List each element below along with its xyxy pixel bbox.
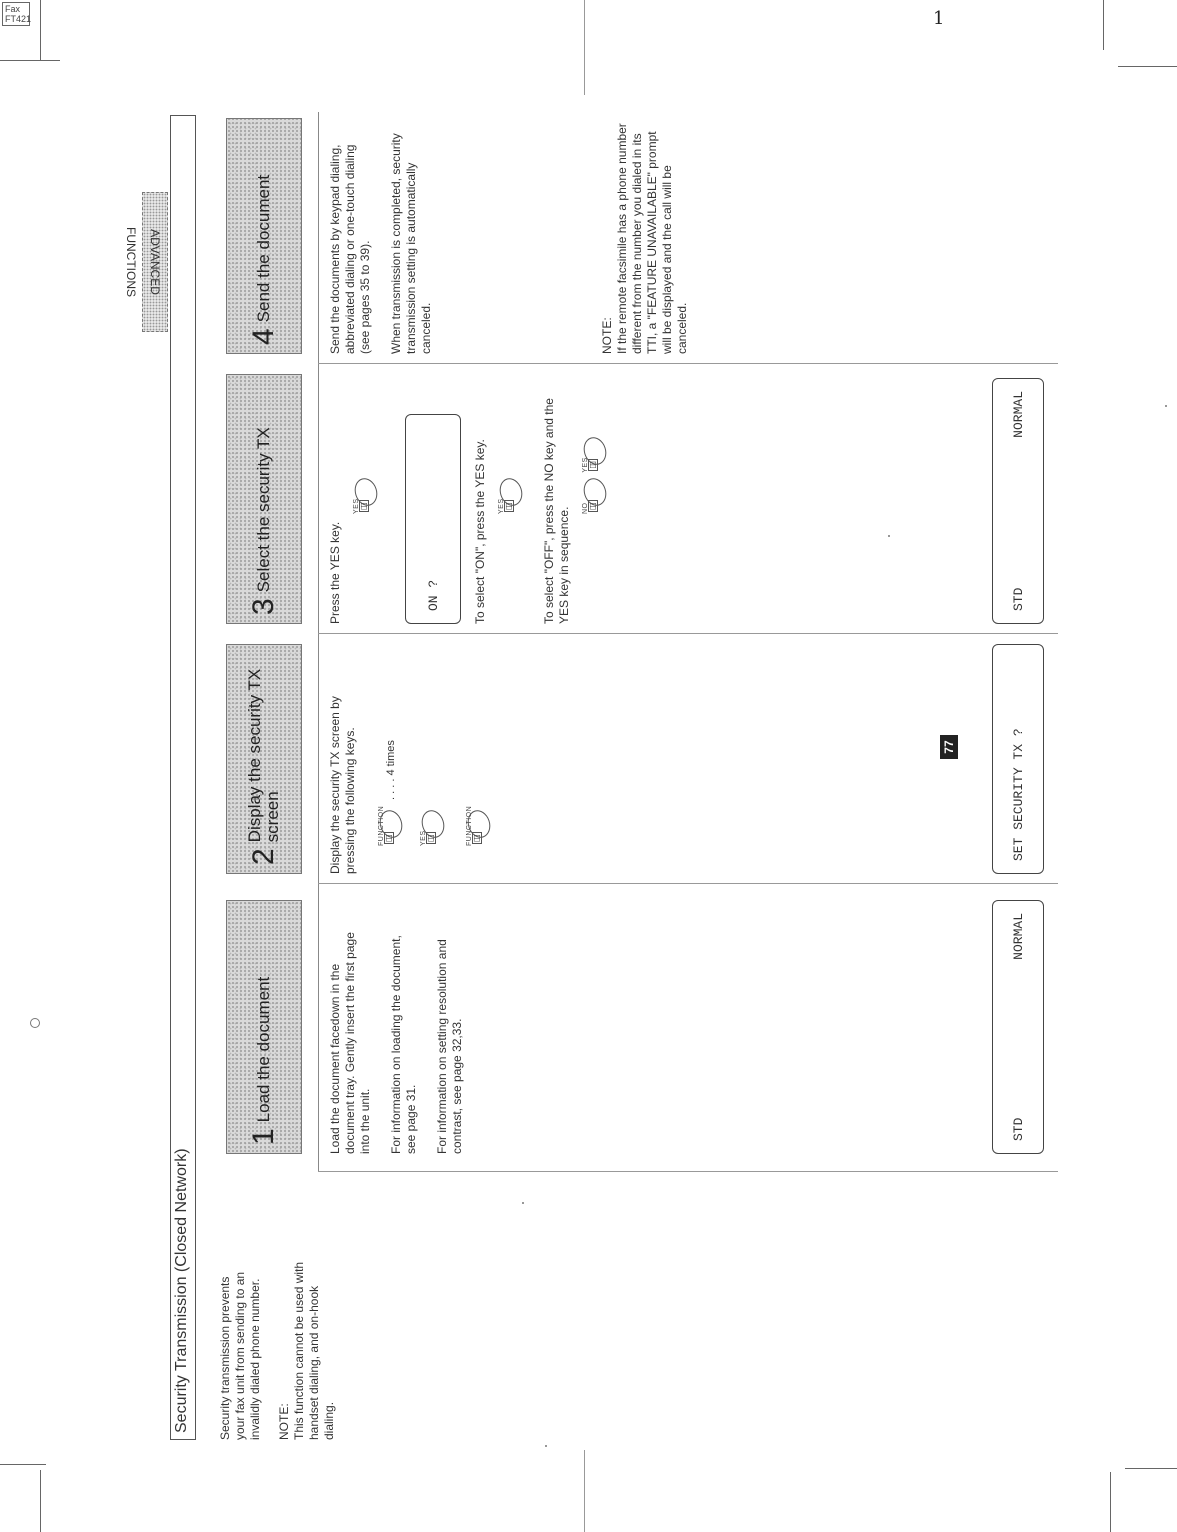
intro-note-text: This function cannot be used with handset dialing, and on-hook dialing. [292,1261,336,1440]
step-2-title: Display the security TX screen [245,668,282,843]
lcd-display-step-3 [992,378,1044,624]
step-2-number: 2 [247,848,280,865]
lcd-text-right: NORMAL [1010,391,1026,438]
key-glyph: ◫ [588,502,597,510]
crop-mark-top-left-h [0,60,60,61]
crop-mark-bottom-right [1110,1472,1111,1532]
key-glyph: ◫ [504,502,513,510]
section-title: Security Transmission (Closed Network) [170,115,196,1440]
column-rule [318,883,1058,884]
column-rule [318,363,1058,364]
step-4-note-text: If the remote facsimile has a phone number different from the number you dialed in its TTI, a "FEATURE UNAVAILABLE" prompt will be displayed and the call will be canceled. [615,123,689,354]
key-glyph: ◫ [472,834,481,842]
times-text: . . . . 4 times [384,740,397,800]
key-label: FUNCTION [378,805,385,846]
step-3-header [226,374,302,624]
lcd-display-step-1 [992,900,1044,1154]
corner-tag: Fax FT421 [2,2,30,26]
steps-divider [318,112,319,1172]
key-label: YES [353,498,360,514]
step-4-paragraph: When transmission is completed, security transmission setting is automatically canceled. [389,133,433,354]
step-3-off-keys [578,378,616,514]
speck [30,1018,40,1028]
step-4-body [328,122,706,354]
yes-key-icon [349,480,383,514]
key-glyph: ◫ [588,461,597,469]
key-glyph: ◫ [384,834,393,842]
step-4-header [226,118,302,354]
lcd-text-left: STD [1010,1117,1026,1141]
step-1-body [328,916,481,1154]
step-3-number: 3 [247,598,280,615]
yes-key-icon [416,812,450,846]
step-3-paragraph: To select "ON", press the YES key. [473,439,487,624]
manual-page [124,115,1080,1440]
crop-mark-top-right [1103,0,1104,50]
yes-key-icon [494,480,528,514]
step-3-on-keys [494,378,532,514]
step-3-paragraph: To select "OFF", press the NO key and the YES key in sequence. [542,398,571,624]
step-2-key-sequence [374,648,500,846]
step-1-paragraph: Load the document facedown in the document tray. Gently insert the first page into the unit. [328,932,372,1154]
crop-mark-top-right-h [1118,66,1177,67]
column-rule [318,1171,1058,1172]
step-2-header [226,644,302,874]
step-1-paragraph: For information on loading the document, see page 31. [389,935,418,1154]
intro-block [218,1252,351,1440]
page-number: 77 [940,735,958,759]
no-key-icon [578,480,612,514]
lcd-text-left: SET SECURITY TX ? [1010,728,1026,861]
step-1-paragraph: For information on setting resolution and contrast, see page 32,33. [435,939,464,1154]
lcd-display-step-2 [992,644,1044,874]
step-1-title: Load the document [254,976,273,1123]
step-4-note-label: NOTE: [600,317,614,354]
speck [545,1445,547,1447]
advanced-functions-stamp: ADVANCED FUNCTIONS [142,192,168,332]
step-1-header [226,900,302,1154]
step-1-number: 1 [247,1128,280,1145]
key-glyph: ◫ [426,834,435,842]
key-label: FUNCTION [466,805,473,846]
column-rule [318,633,1058,634]
lcd-text-left: STD [1010,587,1026,611]
function-key-icon [374,805,408,846]
key-label: NO [582,502,589,514]
crop-mark-bottom-left-h [0,1464,46,1465]
step-4-title: Send the document [254,174,273,323]
crop-mark-bottom-right-h [1125,1468,1177,1469]
lcd-display-step-3-inner [405,414,461,624]
key-label: YES [420,830,427,846]
step-3-yes-key [349,378,387,514]
step-3-paragraph: Press the YES key. [328,521,342,624]
lcd-text: ON ? [425,579,441,611]
step-2-paragraph: Display the security TX screen by pressing the following keys. [328,696,357,874]
speck [1165,405,1167,407]
fold-line-bottom [584,1450,585,1532]
key-glyph: ◫ [359,502,368,510]
crop-mark-top-left [40,0,41,60]
yes-key-icon [578,439,612,473]
fold-line-top [584,0,585,95]
key-label: YES [582,457,589,473]
step-2-body [328,648,500,874]
lcd-text-right: NORMAL [1010,913,1026,960]
key-label: YES [498,498,505,514]
step-3-body [328,378,616,624]
crop-mark-bottom-left [40,1470,41,1532]
handwritten-mark: 1 [933,8,945,29]
step-4-paragraph: Send the documents by keypad dialing, abbreviated dialing or one-touch dialing (see pages 35 to 39). [328,144,372,354]
step-3-title: Select the security TX [254,427,273,593]
intro-text: Security transmission prevents your fax unit from sending to an invalidly dialed phone number. [218,1271,262,1440]
intro-note-label: NOTE: [277,1403,291,1440]
step-4-number: 4 [247,328,280,345]
function-key-icon [462,805,496,846]
